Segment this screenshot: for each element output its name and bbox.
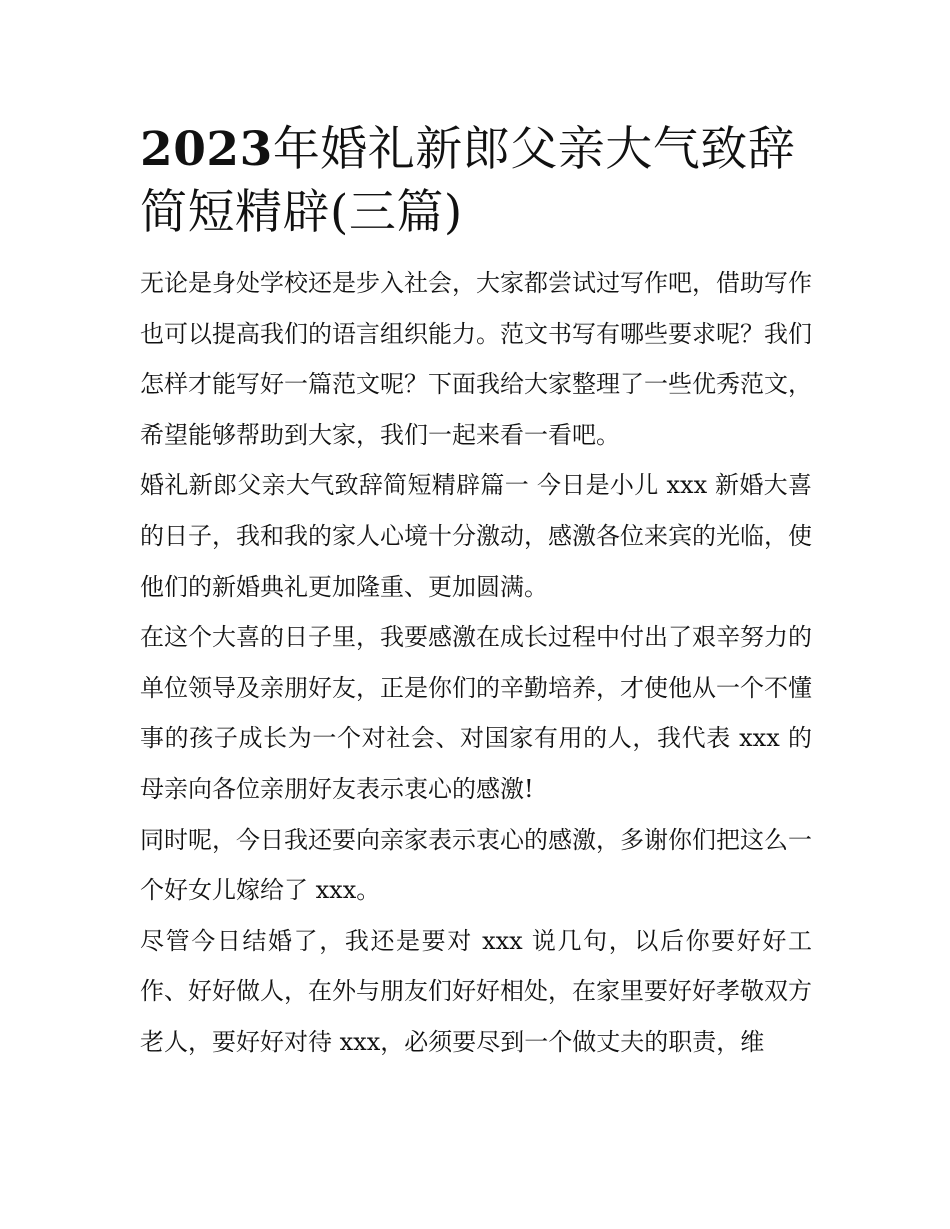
- paragraph-intro: 无论是身处学校还是步入社会，大家都尝试过写作吧，借助写作也可以提高我们的语言组织能力。范文书写有哪些要求呢？我们怎样才能写好一篇范文呢？下面我给大家整理了一些优秀范文，希望能够帮助到大家，我们一起来看一看吧。: [140, 269, 812, 449]
- paragraph-advice: 尽管今日结婚了，我还是要对 xxx 说几句，以后你要好好工作、好好做人，在外与朋友们好好相处，在家里要好好孝敬双方老人，要好好对待 xxx，必须要尽到一个做丈夫的职责，维: [140, 926, 812, 1056]
- title-text: 年婚礼新郎父亲大气致辞简短精辟(三篇): [140, 122, 796, 240]
- paragraph-thanks-leaders: 在这个大喜的日子里，我要感激在成长过程中付出了艰辛努力的单位领导及亲朋好友，正是你们的辛勤培养，才使他从一个不懂事的孩子成长为一个对社会、对国家有用的人，我代表 xxx 的母亲向各位亲朋好友表示衷心的感激!: [140, 623, 812, 803]
- document-title: [140, 118, 812, 244]
- paragraph-speech-opening: 婚礼新郎父亲大气致辞简短精辟篇一 今日是小儿 xxx 新婚大喜的日子，我和我的家人心境十分激动，感激各位来宾的光临，使他们的新婚典礼更加隆重、更加圆满。: [140, 471, 812, 601]
- document-page: [140, 118, 812, 1068]
- paragraph-thanks-inlaws: 同时呢，今日我还要向亲家表示衷心的感激，多谢你们把这么一个好女儿嫁给了 xxx。: [140, 825, 812, 905]
- title-year: 2023: [140, 122, 273, 177]
